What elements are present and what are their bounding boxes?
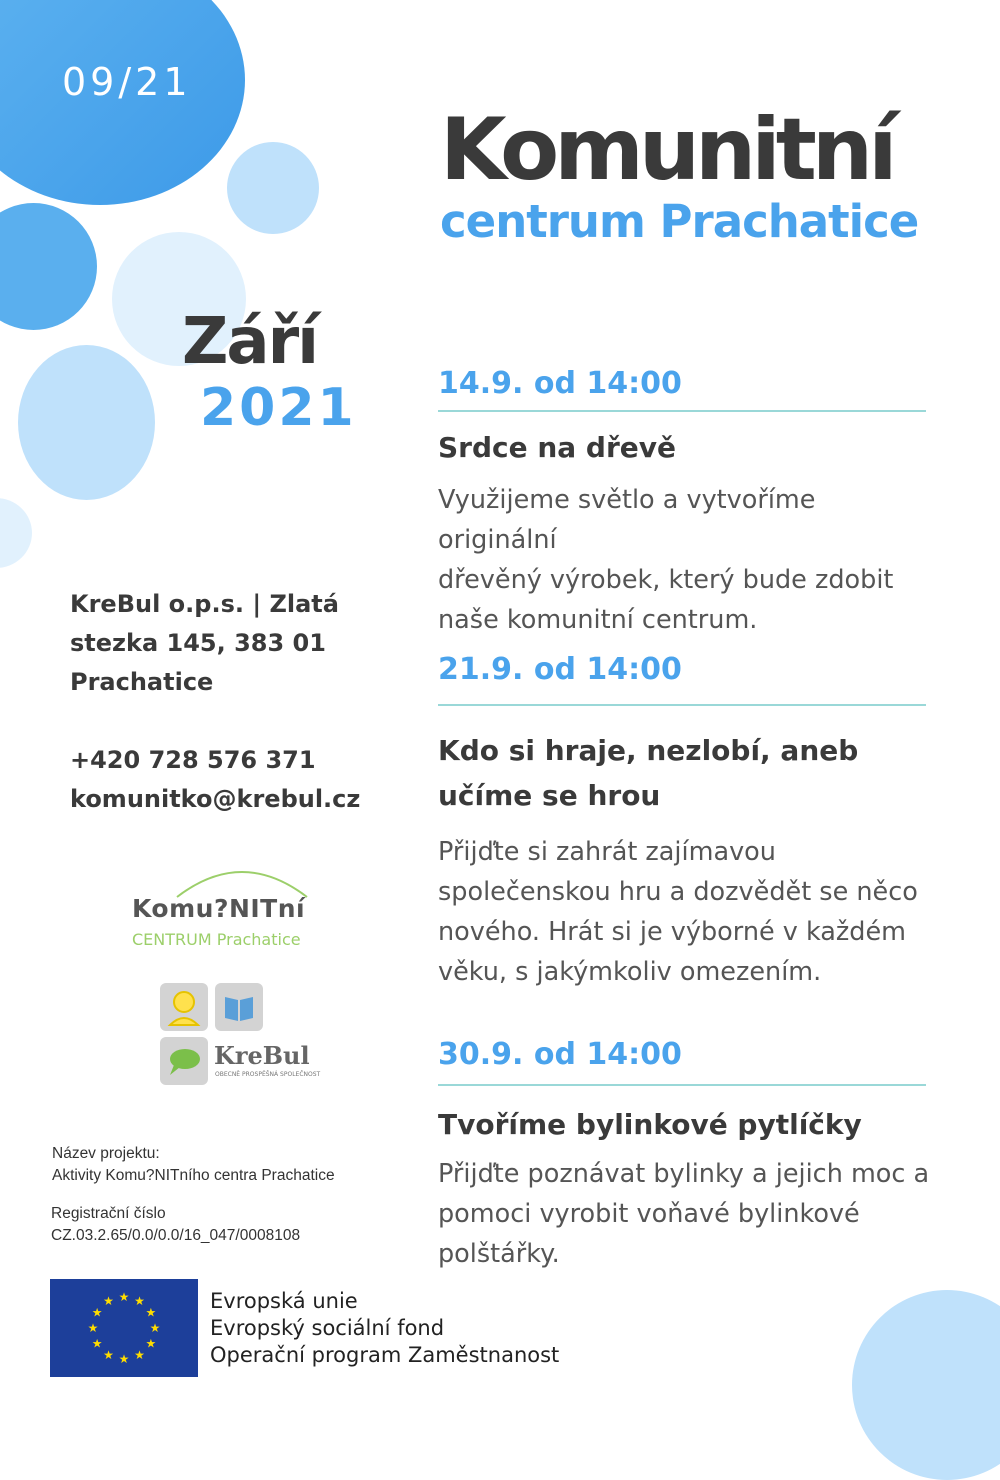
eu-flag: [50, 1279, 198, 1377]
month-label: Září: [182, 305, 318, 379]
eu-star-icon: ★: [134, 1347, 145, 1362]
description-line: nového. Hrát si je výborné v každém: [438, 917, 907, 947]
contact-address: [70, 585, 339, 702]
description-line: Přijďte poznávat bylinky a jejich moc a: [438, 1159, 930, 1189]
title-line: učíme se hrou: [438, 779, 661, 812]
event-description: [438, 1154, 938, 1274]
event-title: Tvoříme bylinkové pytlíčky: [438, 1108, 862, 1141]
krebul-logo: [160, 1037, 321, 1087]
komunitni-logo: [130, 862, 330, 952]
eu-stars-icon: [50, 1279, 198, 1377]
event-divider: [438, 1084, 926, 1086]
eu-star-icon: ★: [91, 1336, 103, 1351]
eu-line: Evropská unie: [210, 1289, 358, 1313]
event-title: [438, 728, 918, 818]
eu-star-icon: ★: [91, 1305, 103, 1320]
description-line: dřevěný výrobek, který bude zdobit: [438, 565, 894, 595]
krebul-logo-name: KreBul: [214, 1041, 310, 1070]
krebul-logo-sub: OBECNĚ PROSPĚŠNÁ SPOLEČNOST: [215, 1071, 321, 1078]
eu-text: [210, 1288, 559, 1369]
event-title: Srdce na dřevě: [438, 431, 677, 464]
description-line: pomoci vyrobit voňavé bylinkové: [438, 1199, 860, 1229]
eu-star-icon: ★: [103, 1294, 114, 1309]
contact-email[interactable]: komunitko@krebul.cz: [70, 785, 361, 813]
address-line: KreBul o.p.s. | Zlatá: [70, 590, 339, 618]
event-description: [438, 832, 938, 992]
description-line: polštářky.: [438, 1239, 560, 1269]
event-description: [438, 480, 938, 640]
project-name-value: Aktivity Komu?NITního centra Prachatice: [52, 1167, 335, 1184]
contact-phone[interactable]: +420 728 576 371: [70, 746, 316, 774]
title-line: Kdo si hraje, nezlobí, aneb: [438, 734, 859, 767]
eu-line: Operační program Zaměstnanost: [210, 1343, 560, 1367]
decor-circle-edge: [0, 498, 32, 568]
address-line: Prachatice: [70, 668, 214, 696]
page-title: Komunitní: [440, 100, 893, 200]
eu-star-icon: ★: [118, 1352, 130, 1366]
decor-circle-bottom-right: [852, 1290, 1000, 1480]
description-line: Využijeme světlo a vytvoříme originální: [438, 485, 816, 555]
decor-circle-mid-left: [0, 203, 97, 330]
eu-star-icon: ★: [134, 1294, 145, 1309]
eu-star-icon: ★: [87, 1321, 99, 1335]
registration-value: CZ.03.2.65/0.0/0.0/16_047/0008108: [51, 1227, 301, 1244]
komunitni-logo-sub: CENTRUM Prachatice: [132, 930, 301, 949]
date-code: 09/21: [62, 60, 192, 104]
event-date: 21.9. od 14:00: [438, 652, 682, 687]
registration-label: Registrační číslo: [51, 1205, 166, 1222]
event-date: 30.9. od 14:00: [438, 1037, 682, 1072]
description-line: Přijďte si zahrát zajímavou: [438, 837, 776, 867]
description-line: věku, s jakýmkoliv omezením.: [438, 957, 822, 987]
page-subtitle: centrum Prachatice: [440, 195, 919, 248]
eu-star-icon: ★: [118, 1290, 130, 1304]
description-line: společenskou hru a dozvědět se něco: [438, 877, 918, 907]
decor-circle-small-top: [227, 142, 319, 234]
person-icon: [160, 983, 208, 1031]
event-divider: [438, 704, 926, 706]
event-divider: [438, 410, 926, 412]
book-icon: [215, 983, 263, 1031]
event-date: 14.9. od 14:00: [438, 366, 682, 401]
decor-circle-lower-left: [18, 345, 155, 500]
eu-star-icon: ★: [145, 1305, 157, 1320]
description-line: naše komunitní centrum.: [438, 605, 758, 635]
project-name-label: Název projektu:: [52, 1145, 160, 1162]
eu-star-icon: ★: [149, 1321, 161, 1335]
address-line: stezka 145, 383 01: [70, 629, 326, 657]
eu-star-icon: ★: [145, 1336, 157, 1351]
eu-star-icon: ★: [103, 1347, 114, 1362]
speech-bubble-icon: [160, 1037, 208, 1085]
year-label: 2021: [200, 378, 357, 438]
eu-line: Evropský sociální fond: [210, 1316, 445, 1340]
komunitni-logo-name: Komu?NITní: [132, 894, 306, 923]
